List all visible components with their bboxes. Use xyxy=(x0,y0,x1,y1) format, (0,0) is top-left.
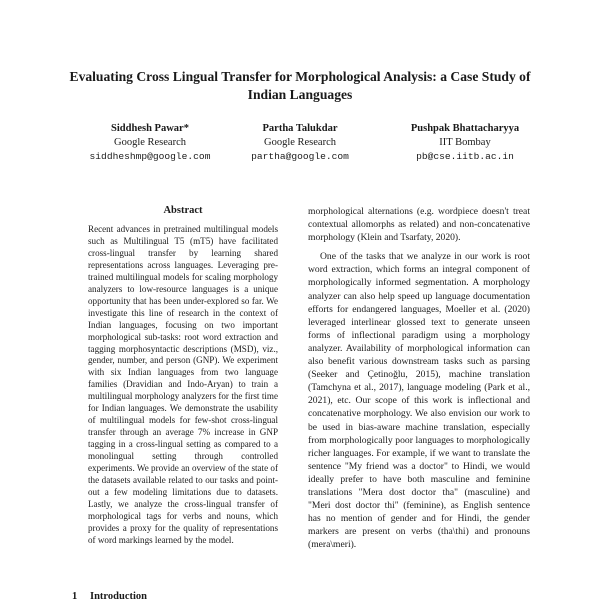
paper-title: Evaluating Cross Lingual Transfer for Morphological Analysis: a Case Study of Indian Languages xyxy=(69,69,531,102)
author-name: Siddhesh Pawar* xyxy=(111,123,189,134)
abstract-heading: Abstract xyxy=(163,205,203,216)
author-name: Pushpak Bhattacharyya xyxy=(410,123,520,134)
author-name: Partha Talukdar xyxy=(262,123,338,134)
body-paragraph: One of the tasks that we analyze in our work is root word extraction, which forms an integral component of morphologically informed segmentation. A morphology analyzer can also help speed up language documentation efforts for endangered languages, Moeller et al. (2020) leveraged interlinear glossed text to generate unseen forms of inflectional paradigm using a morphology analyzer. Availability of morphological information can also benefit various downstream tasks such as parsing (Seeker and Çetinoğlu, 2015), machine translation (Tamchyna et al., 2017), language modeling (Park et al., 2021), etc. Our scope of this work is inflectional and concatenative morphology. We also envision our work to be used in bias-aware machine translation, especially from morphologically poor languages to morphologically richer languages. For example, if we want to translate the sentence "My friend was a doctor" to Hindi, we would ideally prefer to have both masculine and feminine translations "Mera dost doctor tha" (masculine) and "Meri dost doctor thi" (feminine), as English sentence has no mention of gender and for Hindi, the gender markers are present on verbs (tha\thi) and pronouns (mera\meri). xyxy=(308,251,530,551)
author-affiliation: IIT Bombay xyxy=(439,136,491,148)
body-paragraph: morphological alternations (e.g. wordpiece doesn't treat contextual allomorphs as related) and non-concatenative morphology (Klein and Tsarfaty, 2020). xyxy=(308,206,530,244)
author-email[interactable]: pb@cse.iitb.ac.in xyxy=(416,150,514,162)
author-affiliation: Google Research xyxy=(113,136,186,148)
author-1 xyxy=(70,122,230,163)
section-heading xyxy=(72,591,147,602)
author-2 xyxy=(230,122,370,163)
body-right-column xyxy=(308,205,530,600)
author-email[interactable]: partha@google.com xyxy=(251,150,349,162)
author-affiliation: Google Research xyxy=(263,136,336,148)
section-number: 1 xyxy=(72,591,78,602)
author-3 xyxy=(370,122,560,163)
author-block xyxy=(70,122,550,172)
abstract-text: Recent advances in pretrained multilingual models such as Multilingual T5 (mT5) have facilitated cross-lingual transfer by learning shared representations across languages. Leveraging pre-trained multilingual models for scaling morphology analyzers to low-resource languages is a unique opportunity that has been under-explored so far. We investigate this line of research in the context of Indian languages, focusing on two important morphological sub-tasks: root word extraction and tagging morphosyntactic descriptions (MSD), viz., gender, number, and person (GNP). We experiment with six Indian languages from two language families (Dravidian and Indo-Aryan) to train a multilingual morphology analyzers for the first time for Indian languages. We demonstrate the usability of multilingual models for few-shot cross-lingual transfer through an average 7% increase in GNP tagging in a cross-lingual setting as compared to a monolingual setting through controlled experiments. We provide an overview of the state of the datasets available related to our tasks and point-out a few modeling limitations due to datasets. Lastly, we analyze the cross-lingual transfer of morphological tags for verbs and nouns, which provides a proxy for the quality of representations of word markings learned by the model. xyxy=(88,224,278,545)
section-title: Introduction xyxy=(90,591,147,602)
author-email[interactable]: siddheshmp@google.com xyxy=(89,150,211,162)
